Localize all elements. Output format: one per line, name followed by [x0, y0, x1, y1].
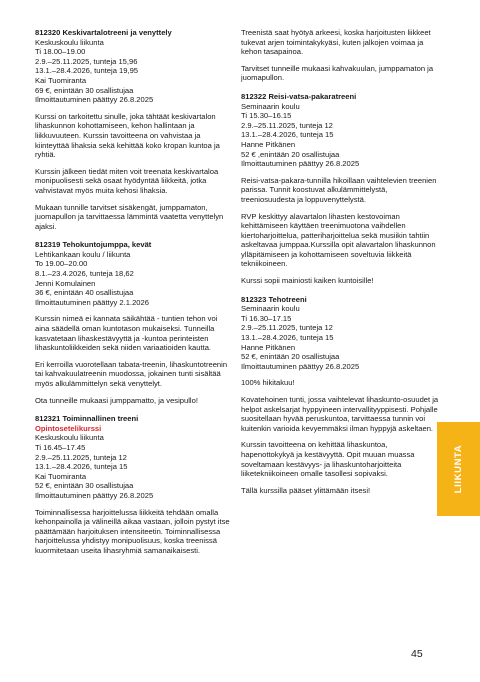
course-description: Ota tunneille mukaasi jumppamatto, ja vesipullo! — [35, 395, 198, 405]
course-time: Ti 16.45–17.45 — [35, 442, 86, 452]
course-dates-spring: 13.1.–28.4.2026, tunteja 15 — [241, 333, 334, 343]
course-title: 812319 Tehokuntojumppa, kevät — [35, 240, 152, 250]
course-description: Treenistä saat hyötyä arkeesi, koska harjoitusten liikkeet tukevat arjen toimintakykyäsi, kuten jalkojen voimaa ja kehon tasapainoa. — [241, 28, 431, 57]
course-description: Kurssi on tarkoitettu sinulle, joka tähtäät keskivartalon lihaskunnon kohottamiseen, kehon hallintaan ja liikkuvuuteen. Kurssin tavoitteena on vahvistaa ja kiinteyttää lihaksia sekä kehittää koko kropan kuntoa ja ryhtiä. — [35, 111, 220, 160]
course-subtitle-voucher: Opintosetelikurssi — [35, 423, 102, 433]
course-dates-spring: 13.1.–28.4.2026, tunteja 19,95 — [35, 66, 139, 76]
course-info — [241, 102, 439, 169]
course-location: Lehtikankaan koulu / liikunta — [35, 249, 131, 259]
course-registration-deadline: Ilmoittautuminen päättyy 26.8.2025 — [35, 490, 154, 500]
course-teacher: Jenni Komulainen — [35, 278, 96, 288]
course-dates-autumn: 2.9.–25.11.2025, tunteja 12 — [241, 323, 333, 333]
course-812322 — [241, 92, 439, 286]
course-812321-continued — [241, 28, 439, 83]
course-location: Keskuskoulu liikunta — [35, 433, 104, 443]
course-title: 812323 Tehotreeni — [241, 294, 307, 304]
course-dates-autumn: 2.9.–25.11.2025, tunteja 12 — [35, 452, 127, 462]
right-column — [241, 28, 439, 504]
section-tab-label: LIIKUNTA — [452, 444, 464, 494]
course-info — [241, 304, 439, 371]
course-description: Kurssin jälkeen tiedät miten voit treenata keskivartaloa monipuolisesti sekä osaat hyödyntää liikkeitä, jotka vahvistavat myös muita kehosi lihaksia. — [35, 166, 219, 195]
course-location: Seminaarin koulu — [241, 101, 300, 111]
course-registration-deadline: Ilmoittautuminen päättyy 26.8.2025 — [35, 95, 154, 105]
course-description: Tällä kurssilla pääset ylittämään itsesi! — [241, 485, 371, 495]
course-description: 100% hikitakuu! — [241, 378, 295, 388]
course-registration-deadline: Ilmoittautuminen päättyy 2.1.2026 — [35, 297, 149, 307]
course-dates-autumn: 2.9.–25.11.2025, tunteja 12 — [241, 120, 333, 130]
course-time: Ti 15.30–16.15 — [241, 111, 292, 121]
course-description: RVP keskittyy alavartalon lihasten kestovoiman kehittämiseen käyttäen treenimuotona vaihdellen kiertoharjoittelua, patteriharjoittelua sekä musiikin tahtiin askeltavaa jumppaa.Kurssilla opit alavartalon lihaskunnon ylläpitämiseen ja kohottamiseen soveltuvia liikkeitä tekniikoineen. — [241, 211, 436, 269]
section-tab — [437, 422, 480, 516]
course-title: 812320 Keskivartalotreeni ja venyttely — [35, 28, 172, 37]
course-price: 52 € ,enintään 20 osallistujaa — [241, 149, 340, 159]
course-time: Ti 16.30–17.15 — [241, 313, 292, 323]
course-time: To 19.00–20.00 — [35, 259, 88, 269]
course-time: Ti 18.00–19.00 — [35, 47, 86, 57]
course-dates-spring: 13.1.–28.4.2026, tunteja 15 — [241, 130, 334, 140]
course-description: Kurssin tavoitteena on kehittää lihaskuntoa, hapenottokykyä ja kestävyyttä. Opit muuan muassa soveltamaan kestävyys- ja lihaskuntoharjoitteita liiketekniikoineen omalle tasollesi sopivaksi. — [241, 440, 415, 479]
page-number: 45 — [411, 648, 423, 660]
course-price: 69 €, enintään 30 osallistujaa — [35, 85, 134, 95]
course-description: Eri kerroilla vuorotellaan tabata-treenin, lihaskuntotreenin tai kahvakuulatreenin muodossa, jokainen tunti sisältää myös alkulämmittelyn sekä venyttelyt. — [35, 359, 228, 388]
course-price: 52 €, enintään 30 osallistujaa — [35, 481, 134, 491]
course-description: Tarvitset tunneille mukaasi kahvakuulan, jumppamaton ja juomapullon. — [241, 63, 434, 83]
course-registration-deadline: Ilmoittautuminen päättyy 26.8.2025 — [241, 159, 360, 169]
course-registration-deadline: Ilmoittautuminen päättyy 26.8.2025 — [241, 361, 360, 371]
course-title: 812322 Reisi-vatsa-pakaratreeni — [241, 91, 357, 101]
course-description: Kurssi sopii mainiosti kaiken kuntoisille! — [241, 276, 374, 286]
left-column — [35, 28, 231, 565]
course-teacher: Kai Tuomiranta — [35, 471, 87, 481]
course-description: Toiminnallisessa harjoittelussa liikkeitä tehdään omalla kehonpainolla ja välineillä aikaa vastaan, jolloin pystyt itse päättämään harjoituksen intensiteetin. Toiminnallisessa harjoittelussa yhdistyy monipuolisuus, koska treenissä kuormitetaan useita lihasryhmiä samanaikaisesti. — [35, 507, 230, 555]
course-dates-autumn: 2.9.–25.11.2025, tunteja 15,96 — [35, 56, 138, 66]
course-description: Kurssin nimeä ei kannata säikähtää - tuntien tehon voi aina säädellä oman kuntotason mukaiseksi. Tunneilla kasvatetaan lihaskestävyyttä ja -kuntoa perinteisten lihaskuntoliikkeiden sekä niiden variaatioiden kautta. — [35, 314, 218, 353]
course-info — [35, 38, 231, 105]
course-info — [35, 250, 231, 308]
course-teacher: Hanne Pitkänen — [241, 139, 296, 149]
course-description: Kovatehoinen tunti, jossa vaihtelevat lihaskunto-osuudet ja helpot askelsarjat hyppyineen intervallityyppisesti. Pohjalle suositellaan hyvää peruskuntoa, tarvittaessa tunnin voi kuitenkin varioida kevyemmäksi ilman hyppyjä askeltaen. — [241, 395, 439, 433]
course-info — [35, 433, 231, 500]
course-title: 812321 Toiminnallinen treeni — [35, 414, 139, 424]
course-price: 36 €, enintään 40 osallistujaa — [35, 288, 134, 298]
course-description: Mukaan tunnille tarvitset sisäkengät, jumppamaton, juomapullon ja tarvittaessa lämmintä vaatetta venyttelyn ajaksi. — [35, 202, 224, 231]
course-812321 — [35, 414, 231, 555]
course-teacher: Hanne Pitkänen — [241, 342, 296, 352]
course-812320 — [35, 28, 231, 231]
course-price: 52 €, enintään 20 osallistujaa — [241, 352, 340, 362]
course-dates-spring: 13.1.–28.4.2026, tunteja 15 — [35, 462, 128, 472]
course-teacher: Kai Tuomiranta — [35, 75, 87, 85]
course-description: Reisi-vatsa-pakara-tunnilla hikoillaan vaihtelevien treenien parissa. Tunnit koostuvat alkulämmittelystä, treeniosuudesta ja loppuvenyttelystä. — [241, 175, 437, 204]
course-location: Keskuskoulu liikunta — [35, 37, 104, 47]
course-812319 — [35, 240, 231, 405]
course-812323 — [241, 295, 439, 496]
course-location: Seminaarin koulu — [241, 304, 300, 314]
course-dates: 8.1.–23.4.2026, tunteja 18,62 — [35, 269, 134, 279]
